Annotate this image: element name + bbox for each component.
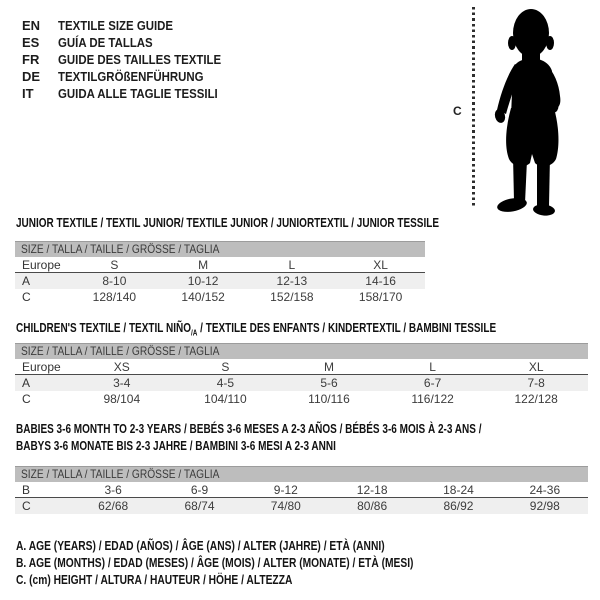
size-cell: L: [288, 258, 296, 272]
size-cell: XL: [528, 360, 544, 374]
row-label: Europe: [22, 258, 61, 272]
junior-size-table: [15, 241, 425, 305]
age-cell: 10-12: [187, 274, 219, 288]
size-cell: XS: [113, 360, 130, 374]
height-cell: 98/104: [103, 392, 141, 406]
age-cell: 3-4: [113, 376, 131, 390]
size-header-bar: [15, 466, 588, 482]
height-cell: 74/80: [270, 499, 301, 513]
lang-title: GUIDE DES TAILLES TEXTILE: [58, 52, 222, 67]
age-cell: 5-6: [320, 376, 338, 390]
size-cell: S: [221, 360, 230, 374]
legend-height: C. (cm) HEIGHT / ALTURA / HAUTEUR / HÖHE / ALTEZZA: [16, 573, 293, 587]
height-cell: 110/116: [308, 392, 350, 406]
age-cell: 24-36: [529, 483, 561, 497]
babies-size-table: [15, 466, 588, 514]
height-cell: 152/158: [270, 290, 314, 304]
size-cell: XL: [373, 258, 388, 272]
size-header-bar: [15, 343, 588, 359]
size-header-label: SIZE / TALLA / TAILLE / GRÖSSE / TAGLIA: [21, 467, 220, 481]
lang-row-de: [22, 68, 243, 85]
row-label: A: [22, 274, 31, 288]
table-row-europe: [15, 359, 588, 375]
lang-row-es: [22, 34, 243, 51]
age-cell: 6-9: [190, 483, 209, 497]
lang-code: DE: [22, 69, 41, 84]
age-cell: 12-13: [276, 274, 308, 288]
age-cell: 9-12: [273, 483, 298, 497]
language-title-block: [22, 17, 243, 102]
age-cell: 7-8: [527, 376, 545, 390]
row-label: Europe: [22, 360, 61, 374]
table-row-age: [15, 375, 588, 391]
age-cell: 12-18: [356, 483, 388, 497]
age-cell: 8-10: [102, 274, 127, 288]
row-label: C: [22, 499, 31, 513]
lang-code: ES: [22, 35, 40, 50]
legend-age-months: B. AGE (MONTHS) / EDAD (MESES) / ÂGE (MOIS) / ALTER (MONATE) / ETÀ (MESI): [16, 556, 414, 570]
height-cell: 104/110: [204, 392, 247, 406]
babies-title-line2: BABYS 3-6 MONATE BIS 2-3 JAHRE / BAMBINI 3-6 MESI A 2-3 ANNI: [16, 439, 336, 453]
lang-title: GUIDA ALLE TAGLIE TESSILI: [58, 86, 218, 101]
toddler-silhouette-icon: [486, 4, 578, 221]
size-cell: M: [198, 258, 209, 272]
lang-title: GUÍA DE TALLAS: [58, 35, 153, 50]
size-cell: S: [110, 258, 119, 272]
height-cell: 122/128: [514, 392, 558, 406]
babies-title-line1: BABIES 3-6 MONTH TO 2-3 YEARS / BEBÉS 3-6 MESES A 2-3 AÑOS / BÉBÉS 3-6 MOIS À 2-3 ANS /: [16, 422, 482, 436]
children-title-post: / TEXTILE DES ENFANTS / KINDERTEXTIL / BAMBINI TESSILE: [197, 321, 497, 335]
height-cell: 86/92: [443, 499, 474, 513]
babies-table-title: [16, 421, 481, 455]
lang-code: FR: [22, 52, 40, 67]
lang-code: IT: [22, 86, 34, 101]
children-title-pre: CHILDREN'S TEXTILE / TEXTIL NIÑO: [16, 321, 191, 335]
height-cell: 62/68: [98, 499, 129, 513]
height-cell: 116/122: [411, 392, 454, 406]
lang-row-fr: [22, 51, 243, 68]
age-cell: 6-7: [423, 376, 442, 390]
height-marker-label: C: [453, 104, 462, 118]
age-cell: 18-24: [443, 483, 474, 497]
children-size-table: [15, 343, 588, 407]
size-header-label: SIZE / TALLA / TAILLE / GRÖSSE / TAGLIA: [21, 242, 220, 256]
size-cell: L: [429, 360, 436, 374]
lang-code: EN: [22, 18, 41, 33]
size-cell: M: [323, 360, 334, 374]
table-row-europe: [15, 257, 425, 273]
height-cell: 80/86: [357, 499, 388, 513]
junior-table-title: JUNIOR TEXTILE / TEXTIL JUNIOR/ TEXTILE JUNIOR / JUNIORTEXTIL / JUNIOR TESSILE: [16, 216, 440, 230]
height-cell: 128/140: [92, 290, 137, 304]
age-cell: 3-6: [104, 483, 122, 497]
lang-title: TEXTILE SIZE GUIDE: [58, 18, 174, 33]
table-row-age-months: [15, 482, 588, 498]
row-label: B: [22, 483, 31, 497]
children-table-title: [16, 320, 496, 342]
legend-age-years: A. AGE (YEARS) / EDAD (AÑOS) / ÂGE (ANS) / ALTER (JAHRE) / ETÀ (ANNI): [16, 539, 385, 553]
row-label: C: [22, 392, 31, 406]
legend-block: [16, 538, 501, 589]
height-cell: 140/152: [181, 290, 225, 304]
table-row-height: [15, 289, 425, 305]
size-header-bar: [15, 241, 425, 257]
table-row-height: [15, 391, 588, 407]
row-label: C: [22, 290, 31, 304]
age-cell: 4-5: [216, 376, 235, 390]
table-row-height: [15, 498, 588, 514]
lang-row-en: [22, 17, 243, 34]
children-title-sub: /A: [190, 328, 198, 338]
height-dotted-line: [472, 7, 475, 206]
lang-title: TEXTILGRÖßENFÜHRUNG: [58, 69, 204, 84]
height-cell: 158/170: [358, 290, 403, 304]
height-cell: 92/98: [529, 499, 560, 513]
height-cell: 68/74: [184, 499, 215, 513]
age-cell: 14-16: [365, 274, 396, 288]
lang-row-it: [22, 85, 243, 102]
row-label: A: [22, 376, 31, 390]
table-row-age: [15, 273, 425, 289]
size-header-label: SIZE / TALLA / TAILLE / GRÖSSE / TAGLIA: [21, 344, 220, 358]
